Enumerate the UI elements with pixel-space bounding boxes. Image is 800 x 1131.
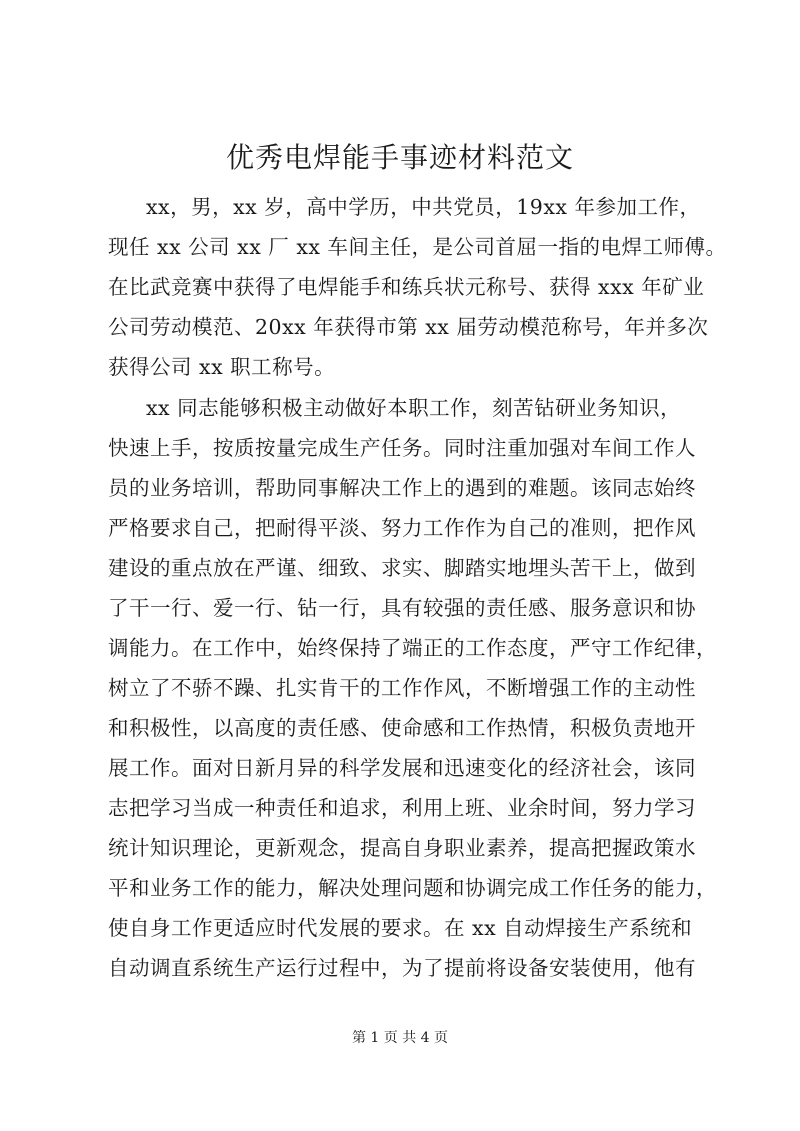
text-line: 树立了不骄不躁、扎实肯干的工作作风，不断增强工作的主动性 <box>108 676 696 700</box>
text-line: 志把学习当成一种责任和追求，利用上班、业余时间，努力学习 <box>108 796 696 820</box>
page-footer: 第 1 页 共 4 页 <box>351 1030 449 1046</box>
text-line: 使自身工作更适应时代发展的要求。在 xx 自动焊接生产系统和 <box>108 916 693 940</box>
text-line: 建设的重点放在严谨、细致、求实、脚踏实地埋头苦干上，做到 <box>108 556 696 580</box>
text-line: 和积极性，以高度的责任感、使命感和工作热情，积极负责地开 <box>108 716 696 740</box>
text-line: 现任 xx 公司 xx 厂 xx 车间主任，是公司首屈一指的电焊工师傅。 <box>108 235 727 259</box>
text-line: xx 同志能够积极主动做好本职工作，刻苦钻研业务知识， <box>146 396 682 420</box>
text-line: 统计知识理论，更新观念，提高自身职业素养，提高把握政策水 <box>108 836 696 860</box>
text-line: 平和业务工作的能力，解决处理问题和协调完成工作任务的能力， <box>108 876 717 900</box>
text-line: 公司劳动模范、20xx 年获得市第 xx 届劳动模范称号，年并多次 <box>108 315 709 339</box>
text-line: 调能力。在工作中，始终保持了端正的工作态度，严守工作纪律， <box>108 636 717 660</box>
text-line: 自动调直系统生产运行过程中，为了提前将设备安装使用，他有 <box>108 956 696 980</box>
text-line: 获得公司 xx 职工称号。 <box>108 355 336 379</box>
text-line: 快速上手，按质按量完成生产任务。同时注重加强对车间工作人 <box>108 436 696 460</box>
document-title: 优秀电焊能手事迹材料范文 <box>225 141 574 174</box>
text-line: 了干一行、爱一行、钻一行，具有较强的责任感、服务意识和协 <box>108 596 696 620</box>
text-line: xx，男，xx 岁，高中学历，中共党员，19xx 年参加工作， <box>146 195 701 219</box>
text-line: 员的业务培训，帮助同事解决工作上的遇到的难题。该同志始终 <box>108 476 696 500</box>
text-line: 展工作。面对日新月异的科学发展和迅速变化的经济社会，该同 <box>108 756 696 780</box>
text-line: 在比武竞赛中获得了电焊能手和练兵状元称号、获得 xxx 年矿业 <box>108 275 705 299</box>
text-line: 严格要求自己，把耐得平淡、努力工作作为自己的准则，把作风 <box>108 516 696 540</box>
